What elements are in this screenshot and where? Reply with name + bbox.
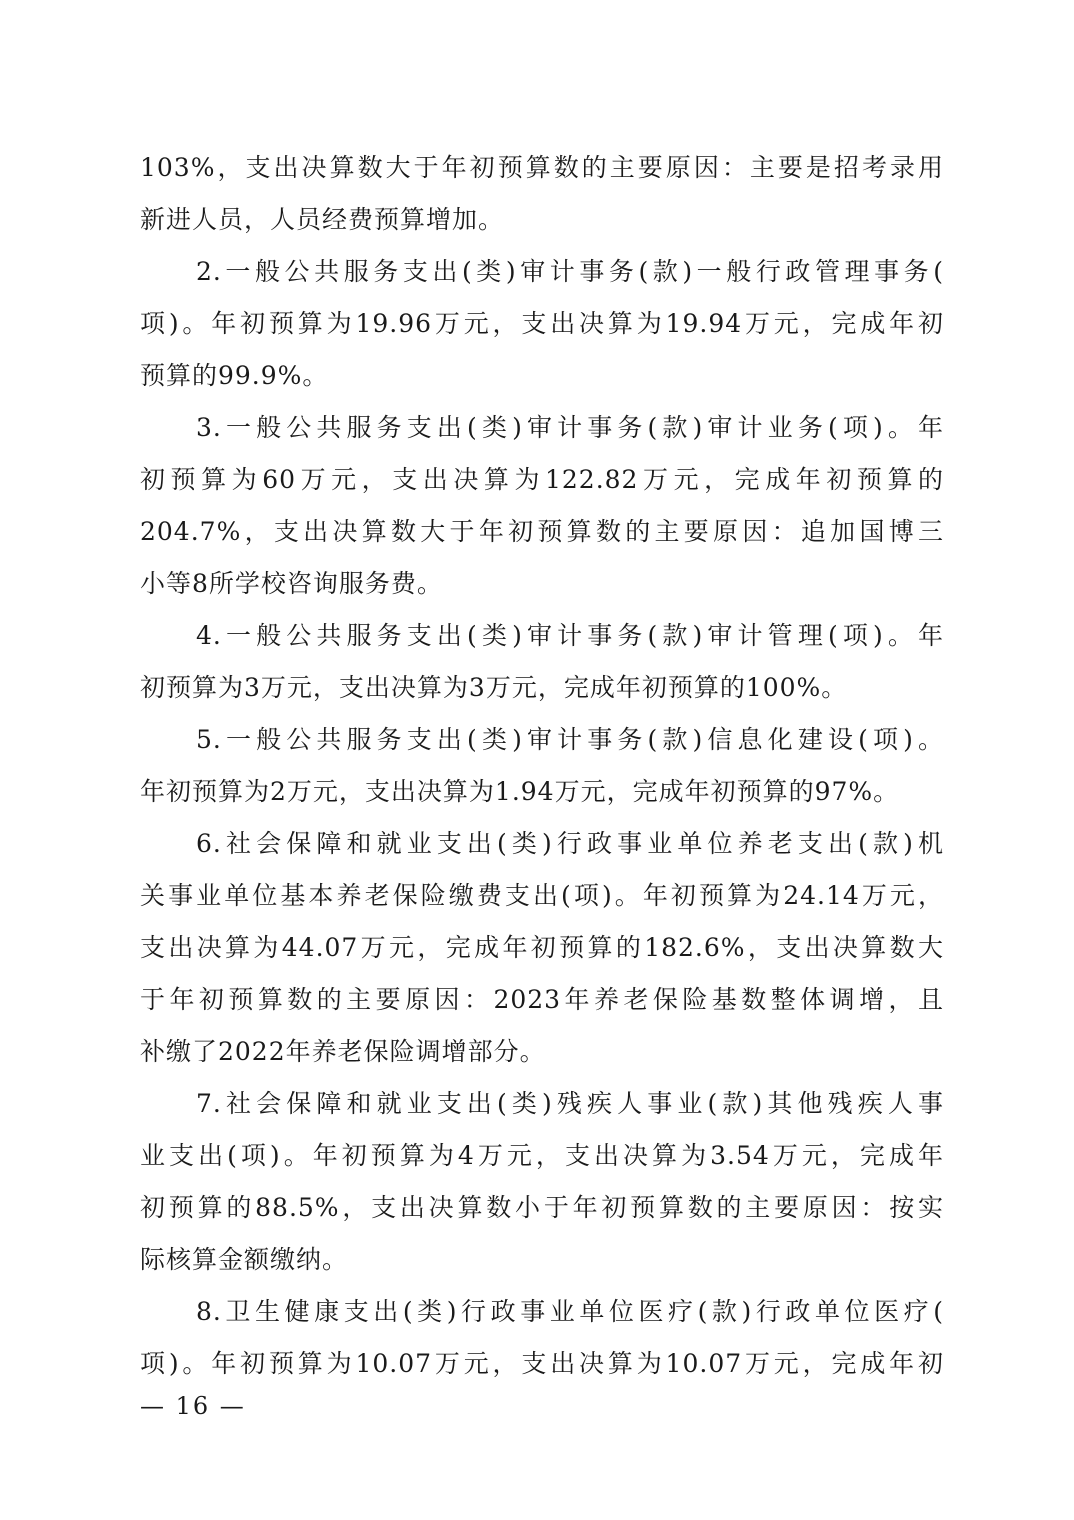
text-line: 支出决算为44.07万元，完成年初预算的182.6%，支出决算数大 (140, 933, 944, 962)
text-line: 3.一般公共服务支出(类)审计事务(款)审计业务(项)。年 (196, 413, 944, 442)
text-line: 2.一般公共服务支出(类)审计事务(款)一般行政管理事务( (196, 257, 944, 286)
text-line: 初预算为60万元，支出决算为122.82万元，完成年初预算的 (140, 465, 944, 494)
text-line: 5.一般公共服务支出(类)审计事务(款)信息化建设(项)。 (196, 725, 944, 754)
text-line: 初预算的88.5%，支出决算数小于年初预算数的主要原因：按实 (140, 1193, 944, 1222)
text-line: 小等8所学校咨询服务费。 (140, 569, 443, 598)
text-line: 项)。年初预算为10.07万元，支出决算为10.07万元，完成年初 (140, 1349, 944, 1378)
text-line: 项)。年初预算为19.96万元，支出决算为19.94万元，完成年初 (140, 309, 944, 338)
text-line: 于年初预算数的主要原因：2023年养老保险基数整体调增，且 (140, 985, 944, 1014)
text-line: 年初预算为2万元，支出决算为1.94万元，完成年初预算的97%。 (140, 777, 900, 806)
text-line: 新进人员，人员经费预算增加。 (140, 205, 505, 234)
text-line: 7.社会保障和就业支出(类)残疾人事业(款)其他残疾人事 (196, 1089, 944, 1118)
paragraph (140, 818, 944, 1078)
text-line: 业支出(项)。年初预算为4万元，支出决算为3.54万元，完成年 (140, 1141, 944, 1170)
text-line: 103%，支出决算数大于年初预算数的主要原因：主要是招考录用 (140, 153, 944, 182)
text-line: 关事业单位基本养老保险缴费支出(项)。年初预算为24.14万元， (140, 881, 944, 910)
text-line: 预算的99.9%。 (140, 361, 329, 390)
text-line: 4.一般公共服务支出(类)审计事务(款)审计管理(项)。年 (196, 621, 944, 650)
paragraph (140, 610, 944, 714)
paragraph (140, 714, 944, 818)
document-body (140, 142, 944, 1390)
page-number: — 16 — (140, 1392, 246, 1420)
paragraph (140, 1286, 944, 1390)
paragraph (140, 142, 944, 246)
paragraph (140, 246, 944, 402)
text-line: 204.7%，支出决算数大于年初预算数的主要原因：追加国博三 (140, 517, 944, 546)
text-line: 补缴了2022年养老保险调增部分。 (140, 1037, 546, 1066)
text-line: 6.社会保障和就业支出(类)行政事业单位养老支出(款)机 (196, 829, 944, 858)
text-line: 8.卫生健康支出(类)行政事业单位医疗(款)行政单位医疗( (196, 1297, 944, 1326)
paragraph (140, 1078, 944, 1286)
paragraph (140, 402, 944, 610)
text-line: 初预算为3万元，支出决算为3万元，完成年初预算的100%。 (140, 673, 848, 702)
text-line: 际核算金额缴纳。 (140, 1245, 349, 1274)
